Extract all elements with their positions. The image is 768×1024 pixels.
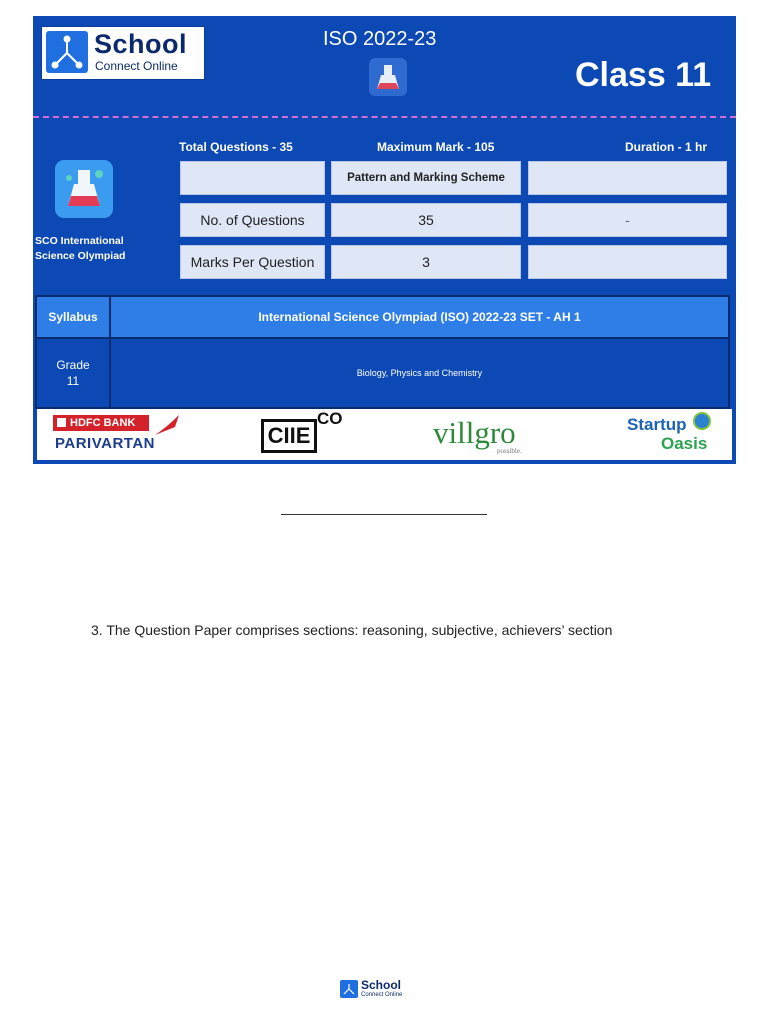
table-cell-r3c3 xyxy=(528,245,727,279)
olympiad-name-line1: SCO International xyxy=(35,235,124,247)
table-cell-r3c2: 3 xyxy=(331,245,521,279)
table-cell-r2c1: No. of Questions xyxy=(180,203,325,237)
hdfc-bank-text: HDFC BANK xyxy=(70,417,136,429)
villgro-logo: villgro xyxy=(433,415,516,450)
maximum-mark: Maximum Mark - 105 xyxy=(377,140,495,154)
ciie-logo: CIIE xyxy=(261,419,317,453)
startup-text: Startup xyxy=(627,415,687,434)
header-banner xyxy=(33,16,736,464)
grade-cell xyxy=(37,337,111,407)
logo-subtitle: Connect Online xyxy=(95,59,178,73)
footer-logo-name: School xyxy=(361,978,402,992)
grade-value: 11 xyxy=(66,374,80,388)
syllabus-title: International Science Olympiad (ISO) 2022-23 SET - AH 1 xyxy=(111,297,728,337)
table-cell-r1c3 xyxy=(528,161,727,195)
syllabus-label: Syllabus xyxy=(37,297,111,337)
divider xyxy=(33,116,736,118)
logo-name: School xyxy=(94,29,188,59)
grade-label: Grade xyxy=(56,358,90,372)
oasis-text: Oasis xyxy=(661,434,708,453)
class-title: Class 11 xyxy=(575,56,712,94)
sponsor-strip xyxy=(37,409,732,460)
table-cell-r2c2: 35 xyxy=(331,203,521,237)
molecule-icon xyxy=(46,31,88,73)
flask-icon xyxy=(369,58,407,96)
separator-line xyxy=(281,514,487,515)
lab-flask-icon xyxy=(55,160,113,218)
parivartan-text: PARIVARTAN xyxy=(55,435,155,452)
ciie-co-text: CO xyxy=(317,409,343,428)
hdfc-bank-logo xyxy=(53,415,149,431)
table-cell-r1c1 xyxy=(180,161,325,195)
table-cell-r3c1: Marks Per Question xyxy=(180,245,325,279)
table-cell-r1c2: Pattern and Marking Scheme xyxy=(331,161,521,195)
subjects-cell: Biology, Physics and Chemistry xyxy=(111,337,728,407)
olympiad-name-line2: Science Olympiad xyxy=(35,250,126,262)
footer-molecule-icon xyxy=(340,980,358,998)
table-cell-r2c3: - xyxy=(528,203,727,237)
arrow-swoosh-icon xyxy=(153,413,183,437)
syllabus-table xyxy=(35,295,730,409)
olympiad-name xyxy=(35,234,155,264)
duration: Duration - 1 hr xyxy=(625,140,708,154)
globe-icon xyxy=(693,412,711,430)
hdfc-square-icon xyxy=(57,418,66,427)
footer-logo-sub: Connect Online xyxy=(361,992,403,998)
school-connect-logo[interactable] xyxy=(41,26,205,80)
villgro-tagline: possible. xyxy=(497,447,522,455)
footer-logo[interactable] xyxy=(340,980,404,1002)
total-questions: Total Questions - 35 xyxy=(179,140,293,154)
instruction-note: 3. The Question Paper comprises sections: reasoning, subjective, achievers’ section xyxy=(91,622,613,638)
exam-title: ISO 2022-23 xyxy=(323,28,437,50)
